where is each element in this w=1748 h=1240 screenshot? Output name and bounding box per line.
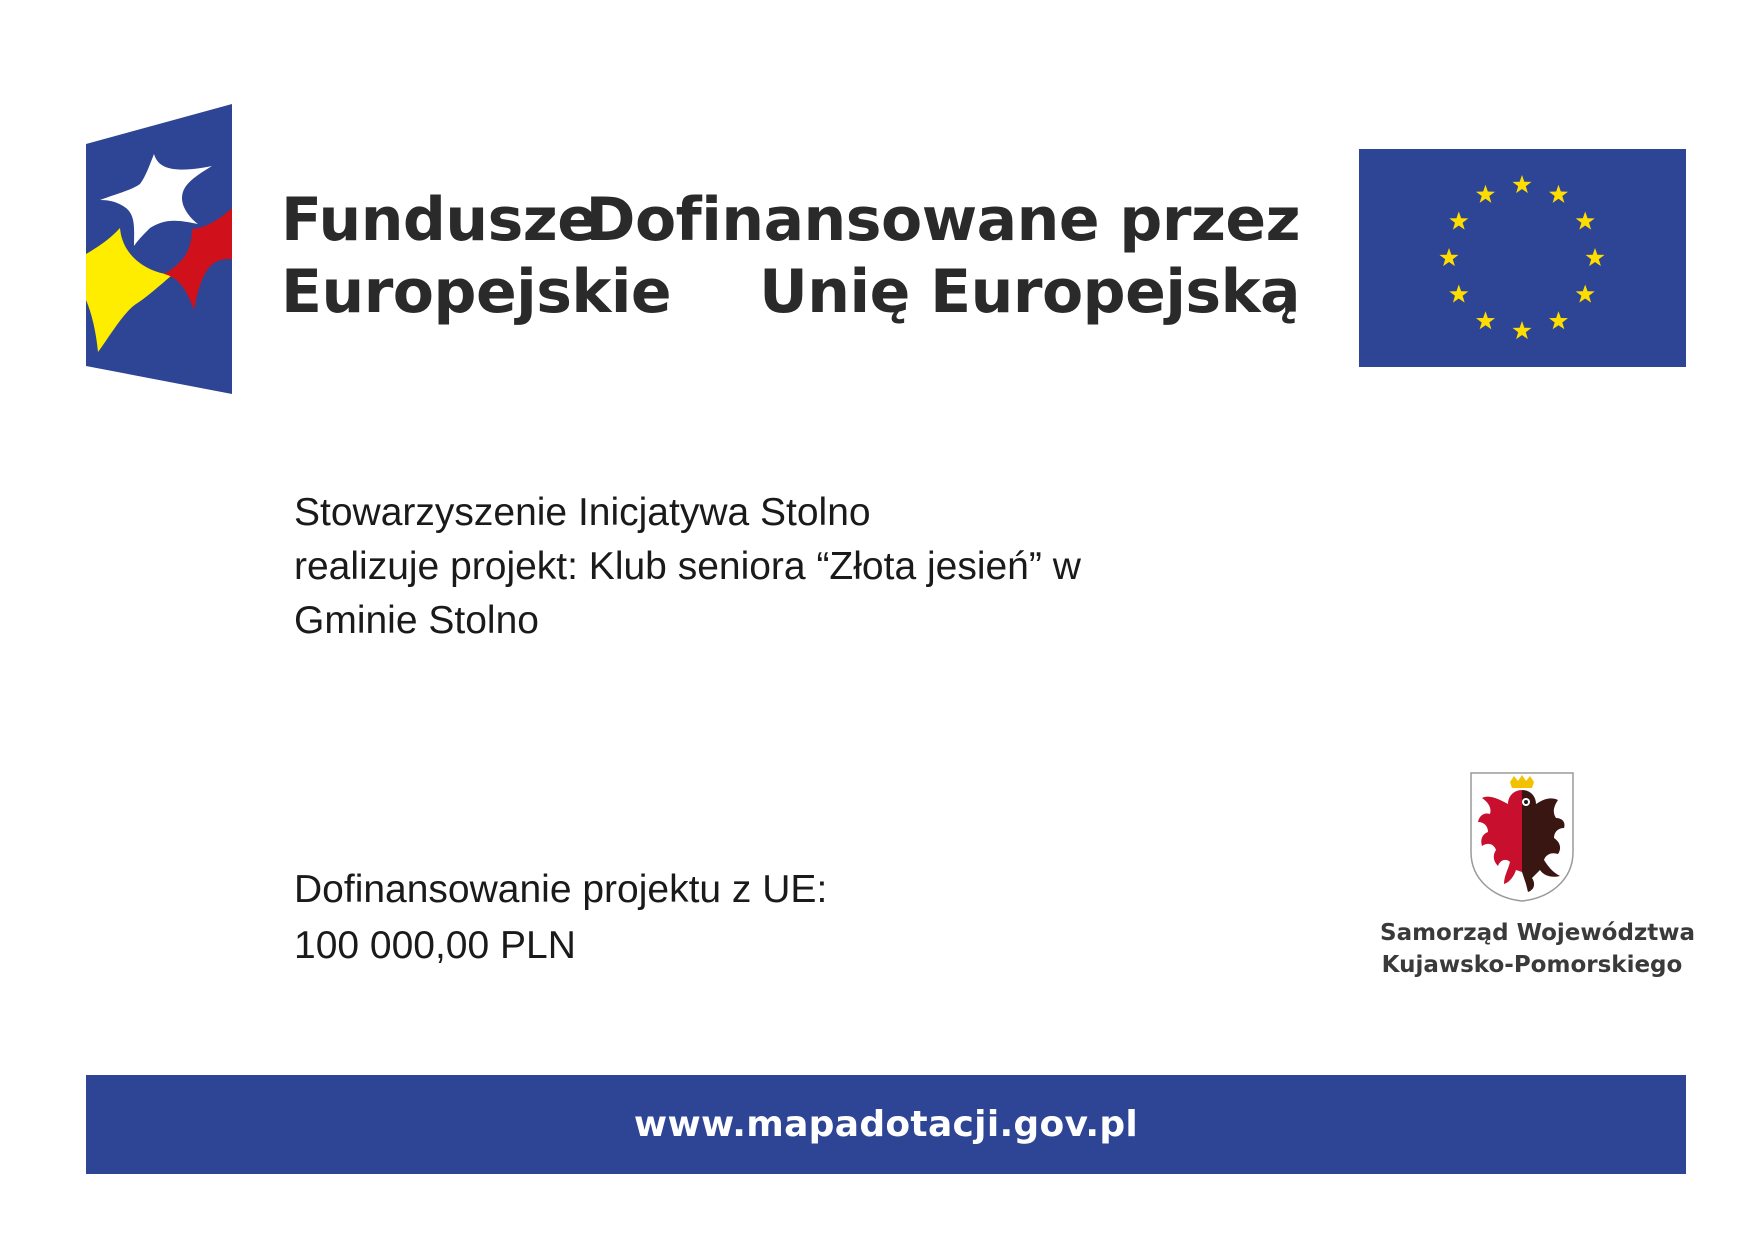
region-line-1: Samorząd Województwa [1380,920,1696,946]
fe-title-line-1: Fundusze [281,185,598,255]
funding-amount [294,862,827,974]
website-link[interactable]: www.mapadotacji.gov.pl [633,1104,1139,1145]
footer-bar [86,1075,1686,1174]
statement-line-1: Stowarzyszenie Inicjatywa Stolno [294,491,871,534]
eu-title-line-1: Dofinansowane przez [585,185,1300,255]
statement-line-2: realizuje projekt: Klub seniora “Złota jesień” w [294,545,1081,588]
coat-of-arms-griffin-icon [1470,772,1574,902]
statement-line-3: Gminie Stolno [294,599,539,642]
fe-title-line-2: Europejskie [281,257,672,327]
funding-label: Dofinansowanie projektu z UE: [294,868,828,911]
fundusze-europejskie-logo-icon [86,104,232,394]
project-statement [294,486,1244,648]
eu-flag-icon [1359,149,1686,367]
funding-value: 100 000,00 PLN [294,924,576,967]
region-line-2: Kujawsko-Pomorskiego [1381,952,1683,978]
regional-government-label [1380,917,1696,981]
eu-cofinancing-title [586,184,1300,328]
eu-title-line-2: Unię Europejską [759,257,1300,327]
